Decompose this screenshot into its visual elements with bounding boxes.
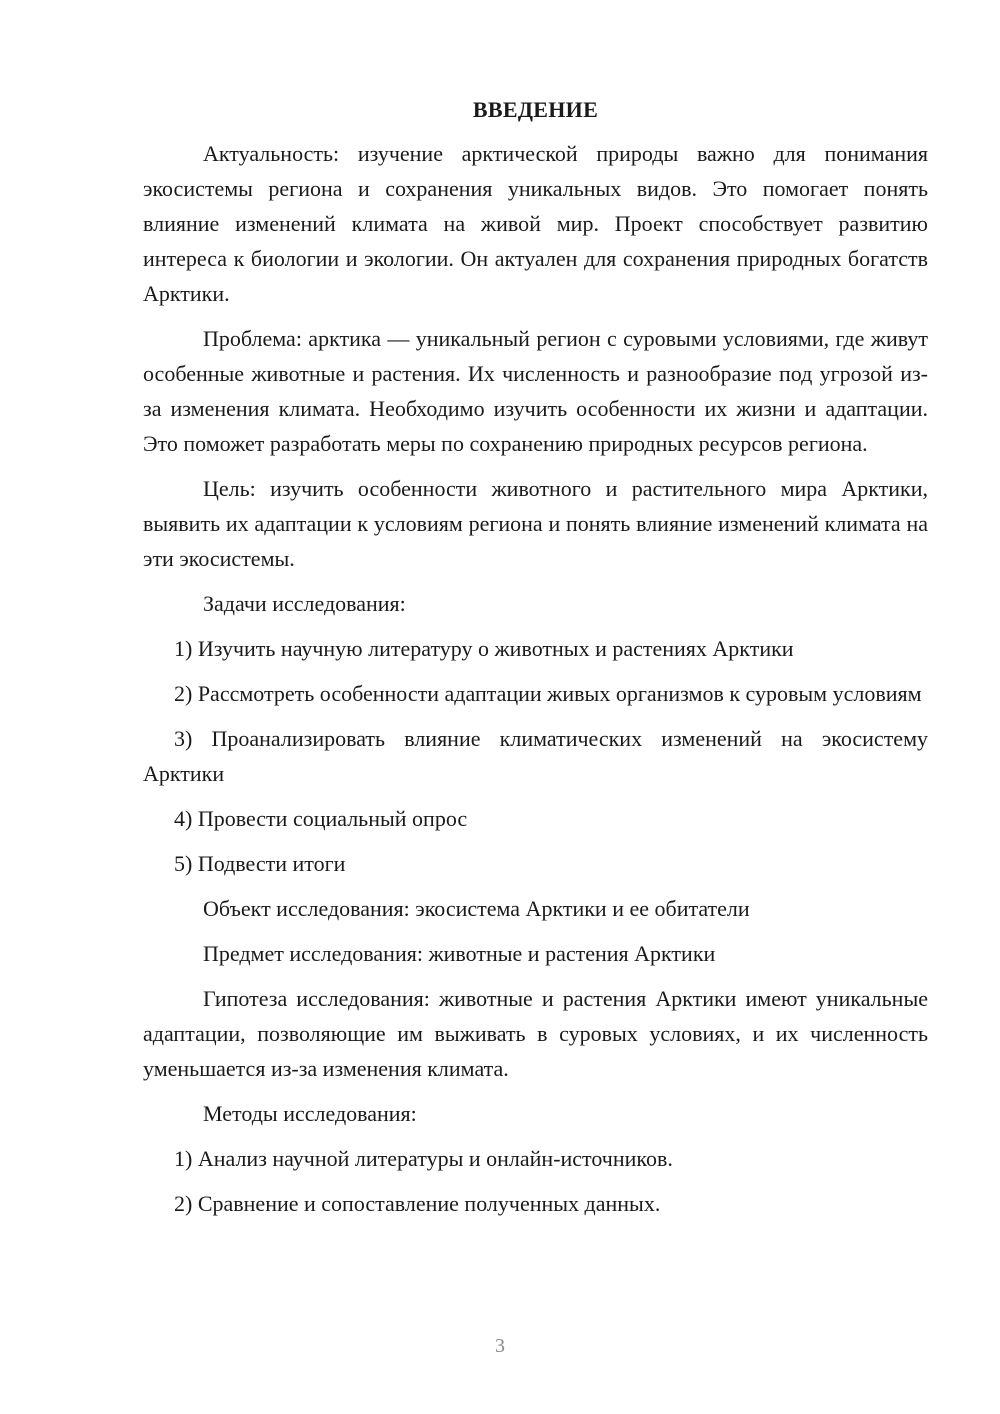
- task-item-1: 1) Изучить научную литературу о животных и растениях Арктики: [174, 636, 794, 661]
- relevance-paragraph: Актуальность: изучение арктической природы важно для понимания экосистемы региона и сохранения уникальных видов. Это помогает понять влияние изменений климата на живой мир. Проект способствует развитию интереса к биологии и экологии. Он актуален для сохранения природных богатств Арктики.: [143, 141, 928, 306]
- task-item-4: 4) Провести социальный опрос: [174, 806, 468, 831]
- method-item-1: 1) Анализ научной литературы и онлайн-источников.: [174, 1146, 673, 1171]
- page-content: [143, 92, 928, 1231]
- goal-paragraph: Цель: изучить особенности животного и растительного мира Арктики, выявить их адаптации к условиям региона и понять влияние изменений климата на эти экосистемы.: [143, 476, 928, 571]
- tasks-heading: Задачи исследования:: [203, 591, 406, 616]
- task-item-5: 5) Подвести итоги: [174, 851, 346, 876]
- research-subject: Предмет исследования: животные и растения Арктики: [203, 941, 716, 966]
- page-number: 3: [495, 1335, 505, 1357]
- hypothesis-paragraph: Гипотеза исследования: животные и растения Арктики имеют уникальные адаптации, позволяющие им выживать в суровых условиях, и их численность уменьшается из-за изменения климата.: [143, 986, 928, 1081]
- research-object: Объект исследования: экосистема Арктики и ее обитатели: [203, 896, 750, 921]
- methods-heading: Методы исследования:: [203, 1101, 417, 1126]
- problem-paragraph: Проблема: арктика — уникальный регион с суровыми условиями, где живут особенные животные и растения. Их численность и разнообразие под угрозой из-за изменения климата. Необходимо изучить особенности их жизни и адаптации. Это поможет разработать меры по сохранению природных ресурсов региона.: [143, 326, 928, 456]
- section-title: ВВЕДЕНИЕ: [472, 97, 599, 122]
- task-item-2: 2) Рассмотреть особенности адаптации живых организмов к суровым условиям: [174, 681, 922, 706]
- task-item-3: 3) Проанализировать влияние климатических изменений на экосистему Арктики: [143, 726, 928, 786]
- method-item-2: 2) Сравнение и сопоставление полученных данных.: [174, 1191, 661, 1216]
